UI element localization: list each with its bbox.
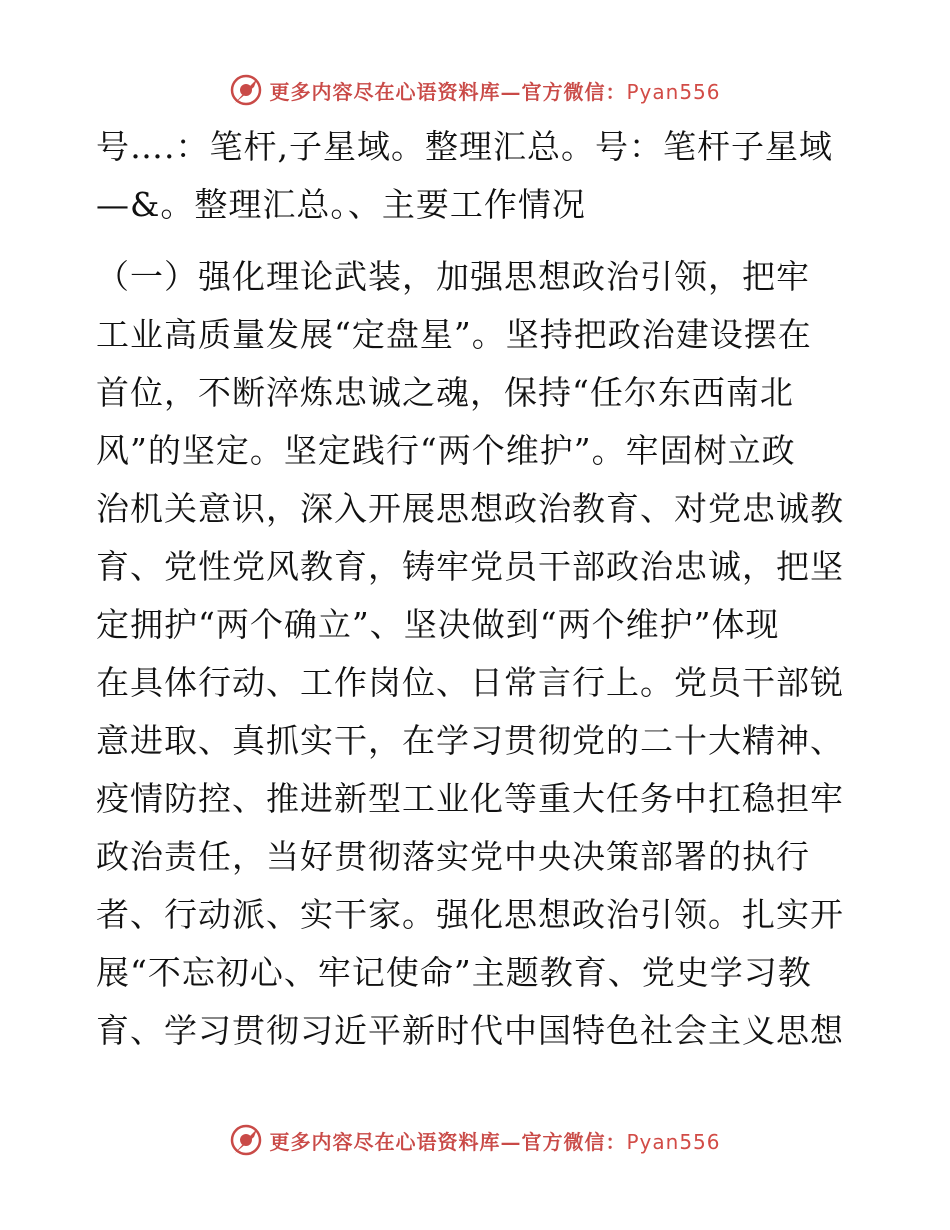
paragraph-line: 首位，不断淬炼忠诚之魂，保持“任尔东西南北 <box>96 373 794 412</box>
heading-line: 号….：笔杆,子星域。整理汇总。号：笔杆子星域 <box>96 127 833 166</box>
footer-watermark <box>0 1120 950 1160</box>
paragraph-line: 育、学习贯彻习近平新时代中国特色社会主义思想 <box>96 1011 844 1050</box>
watermark-text: 更多内容尽在心语资料库—官方微信：Pyan556 <box>269 79 721 104</box>
paragraph-line: 疫情防控、推进新型工业化等重大任务中扛稳担牢 <box>96 779 844 818</box>
header-watermark <box>0 70 950 110</box>
paragraph-line: 政治责任，当好贯彻落实党中央决策部署的执行 <box>96 837 810 876</box>
paragraph-line: 工业高质量发展“定盘星”。坚持把政治建设摆在 <box>96 315 812 354</box>
paragraph-line: 者、行动派、实干家。强化思想政治引领。扎实开 <box>96 895 844 934</box>
heading-line: —&。整理汇总。、主要工作情况 <box>96 185 586 224</box>
paragraph-line: 风”的坚定。坚定践行“两个维护”。牢固树立政 <box>96 431 796 470</box>
paragraph-line: 在具体行动、工作岗位、日常言行上。党员干部锐 <box>96 663 844 702</box>
paragraph-line: 育、党性党风教育，铸牢党员干部政治忠诚，把坚 <box>96 547 844 586</box>
paragraph-line: 意进取、真抓实干，在学习贯彻党的二十大精神、 <box>96 721 844 760</box>
quill-logo-icon <box>229 1123 263 1157</box>
paragraph-line: 治机关意识，深入开展思想政治教育、对党忠诚教 <box>96 489 844 528</box>
paragraph-line: （一）强化理论武装，加强思想政治引领，把牢 <box>96 257 810 296</box>
quill-logo-icon <box>229 73 263 107</box>
paragraph-line: 展“不忘初心、牢记使命”主题教育、党史学习教 <box>96 953 812 992</box>
paragraph-line: 定拥护“两个确立”、坚决做到“两个维护”体现 <box>96 605 780 644</box>
watermark-text: 更多内容尽在心语资料库—官方微信：Pyan556 <box>269 1129 721 1154</box>
document-body <box>96 118 856 1060</box>
